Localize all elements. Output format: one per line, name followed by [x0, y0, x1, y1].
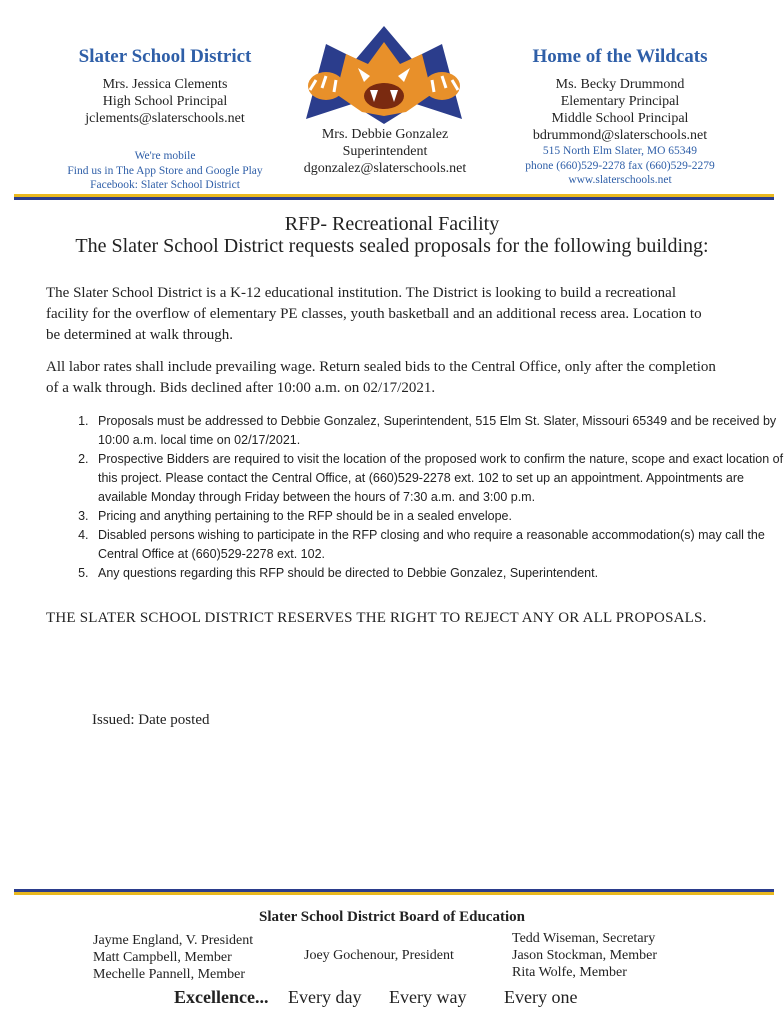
board-title: Slater School District Board of Education: [259, 909, 525, 925]
list-item: 2. Prospective Bidders are required to visit the location of the proposed work to confirm the nature, scope and exact location of this project. Please contact the Central Office, at (660)529-2278 ext. 102 to set up an appointment. Appointments are available Monday through Friday between the hours of 7:30 a.m. and 3:00 p.m.: [92, 450, 784, 507]
header-right: [500, 46, 740, 188]
list-item: 3. Pricing and anything pertaining to the RFP should be in a sealed envelope.: [92, 507, 784, 526]
wildcat-logo-icon: [296, 24, 472, 126]
motto-every-one: Every one: [504, 987, 578, 1007]
intro-line-3: be determined at walk through.: [46, 327, 234, 343]
app-store-text: Find us in The App Store and Google Play: [67, 164, 263, 177]
motto-every-way: Every way: [389, 987, 467, 1007]
header-divider: [14, 194, 774, 200]
district-website[interactable]: www.slaterschools.net: [568, 174, 672, 186]
principal-email[interactable]: jclements@slaterschools.net: [85, 111, 245, 126]
district-address: 515 North Elm Slater, MO 65349: [542, 145, 698, 157]
board-member: Jayme England, V. President: [93, 933, 254, 948]
elem-principal-title: Elementary Principal: [560, 94, 680, 109]
board-right-column: [512, 930, 657, 981]
board-member: Jason Stockman, Member: [512, 948, 658, 963]
list-item: 1. Proposals must be addressed to Debbie Gonzalez, Superintendent, 515 Elm St. Slater, Missouri 65349 and be received by 10:00 a.m. local time on 02/17/2021.: [92, 412, 784, 450]
board-member: Tedd Wiseman, Secretary: [512, 931, 656, 946]
superintendent-name: Mrs. Debbie Gonzalez: [321, 127, 449, 142]
principal-name: Mrs. Jessica Clements: [102, 77, 228, 92]
middle-principal-title: Middle School Principal: [551, 111, 689, 126]
district-phone: phone (660)529-2278 fax (660)529-2279: [525, 159, 715, 172]
labor-line-2: of a walk through. Bids declined after 10:00 a.m. on 02/17/2021.: [46, 380, 436, 396]
header-left: [40, 46, 290, 193]
superintendent-email[interactable]: dgonzalez@slaterschools.net: [303, 161, 467, 176]
board-member: Mechelle Pannell, Member: [93, 967, 246, 982]
board-member: Matt Campbell, Member: [93, 950, 232, 965]
home-of-wildcats: Home of the Wildcats: [532, 46, 708, 67]
board-member: Rita Wolfe, Member: [512, 965, 627, 980]
header-center: [290, 126, 480, 177]
board-president: Joey Gochenour, President: [304, 948, 454, 963]
requirements-list: [46, 412, 784, 583]
issued-date: Issued: Date posted: [92, 712, 210, 728]
intro-paragraph: [46, 283, 746, 346]
intro-line-2: facility for the overflow of elementary PE classes, youth basketball and an additional recess area. Location to: [46, 306, 702, 322]
board-left-column: [93, 932, 253, 983]
rfp-title: RFP- Recreational Facility: [284, 213, 500, 235]
rfp-subtitle: The Slater School District requests sealed proposals for the following building:: [75, 235, 709, 257]
labor-line-1: All labor rates shall include prevailing wage. Return sealed bids to the Central Office, only after the completion: [46, 359, 716, 375]
elem-principal-email[interactable]: bdrummond@slaterschools.net: [532, 128, 708, 143]
mobile-text: We're mobile: [134, 150, 196, 162]
intro-line-1: The Slater School District is a K-12 educational institution. The District is looking to build a recreational: [46, 285, 677, 301]
list-item: 5. Any questions regarding this RFP should be directed to Debbie Gonzalez, Superintendent.: [92, 564, 784, 583]
facebook-text: Facebook: Slater School District: [90, 179, 240, 191]
labor-paragraph: [46, 357, 746, 399]
elem-principal-name: Ms. Becky Drummond: [555, 77, 685, 92]
superintendent-title: Superintendent: [342, 144, 428, 159]
district-name: Slater School District: [78, 46, 252, 67]
motto-excellence: Excellence...: [174, 987, 269, 1007]
footer-divider: [14, 889, 774, 895]
reserve-statement: THE SLATER SCHOOL DISTRICT RESERVES THE RIGHT TO REJECT ANY OR ALL PROPOSALS.: [46, 610, 707, 626]
list-item: 4. Disabled persons wishing to participate in the RFP closing and who require a reasonable accommodation(s) may call the Central Office at (660)529-2278 ext. 102.: [92, 526, 784, 564]
motto-every-day: Every day: [288, 987, 362, 1007]
principal-title: High School Principal: [102, 94, 228, 109]
